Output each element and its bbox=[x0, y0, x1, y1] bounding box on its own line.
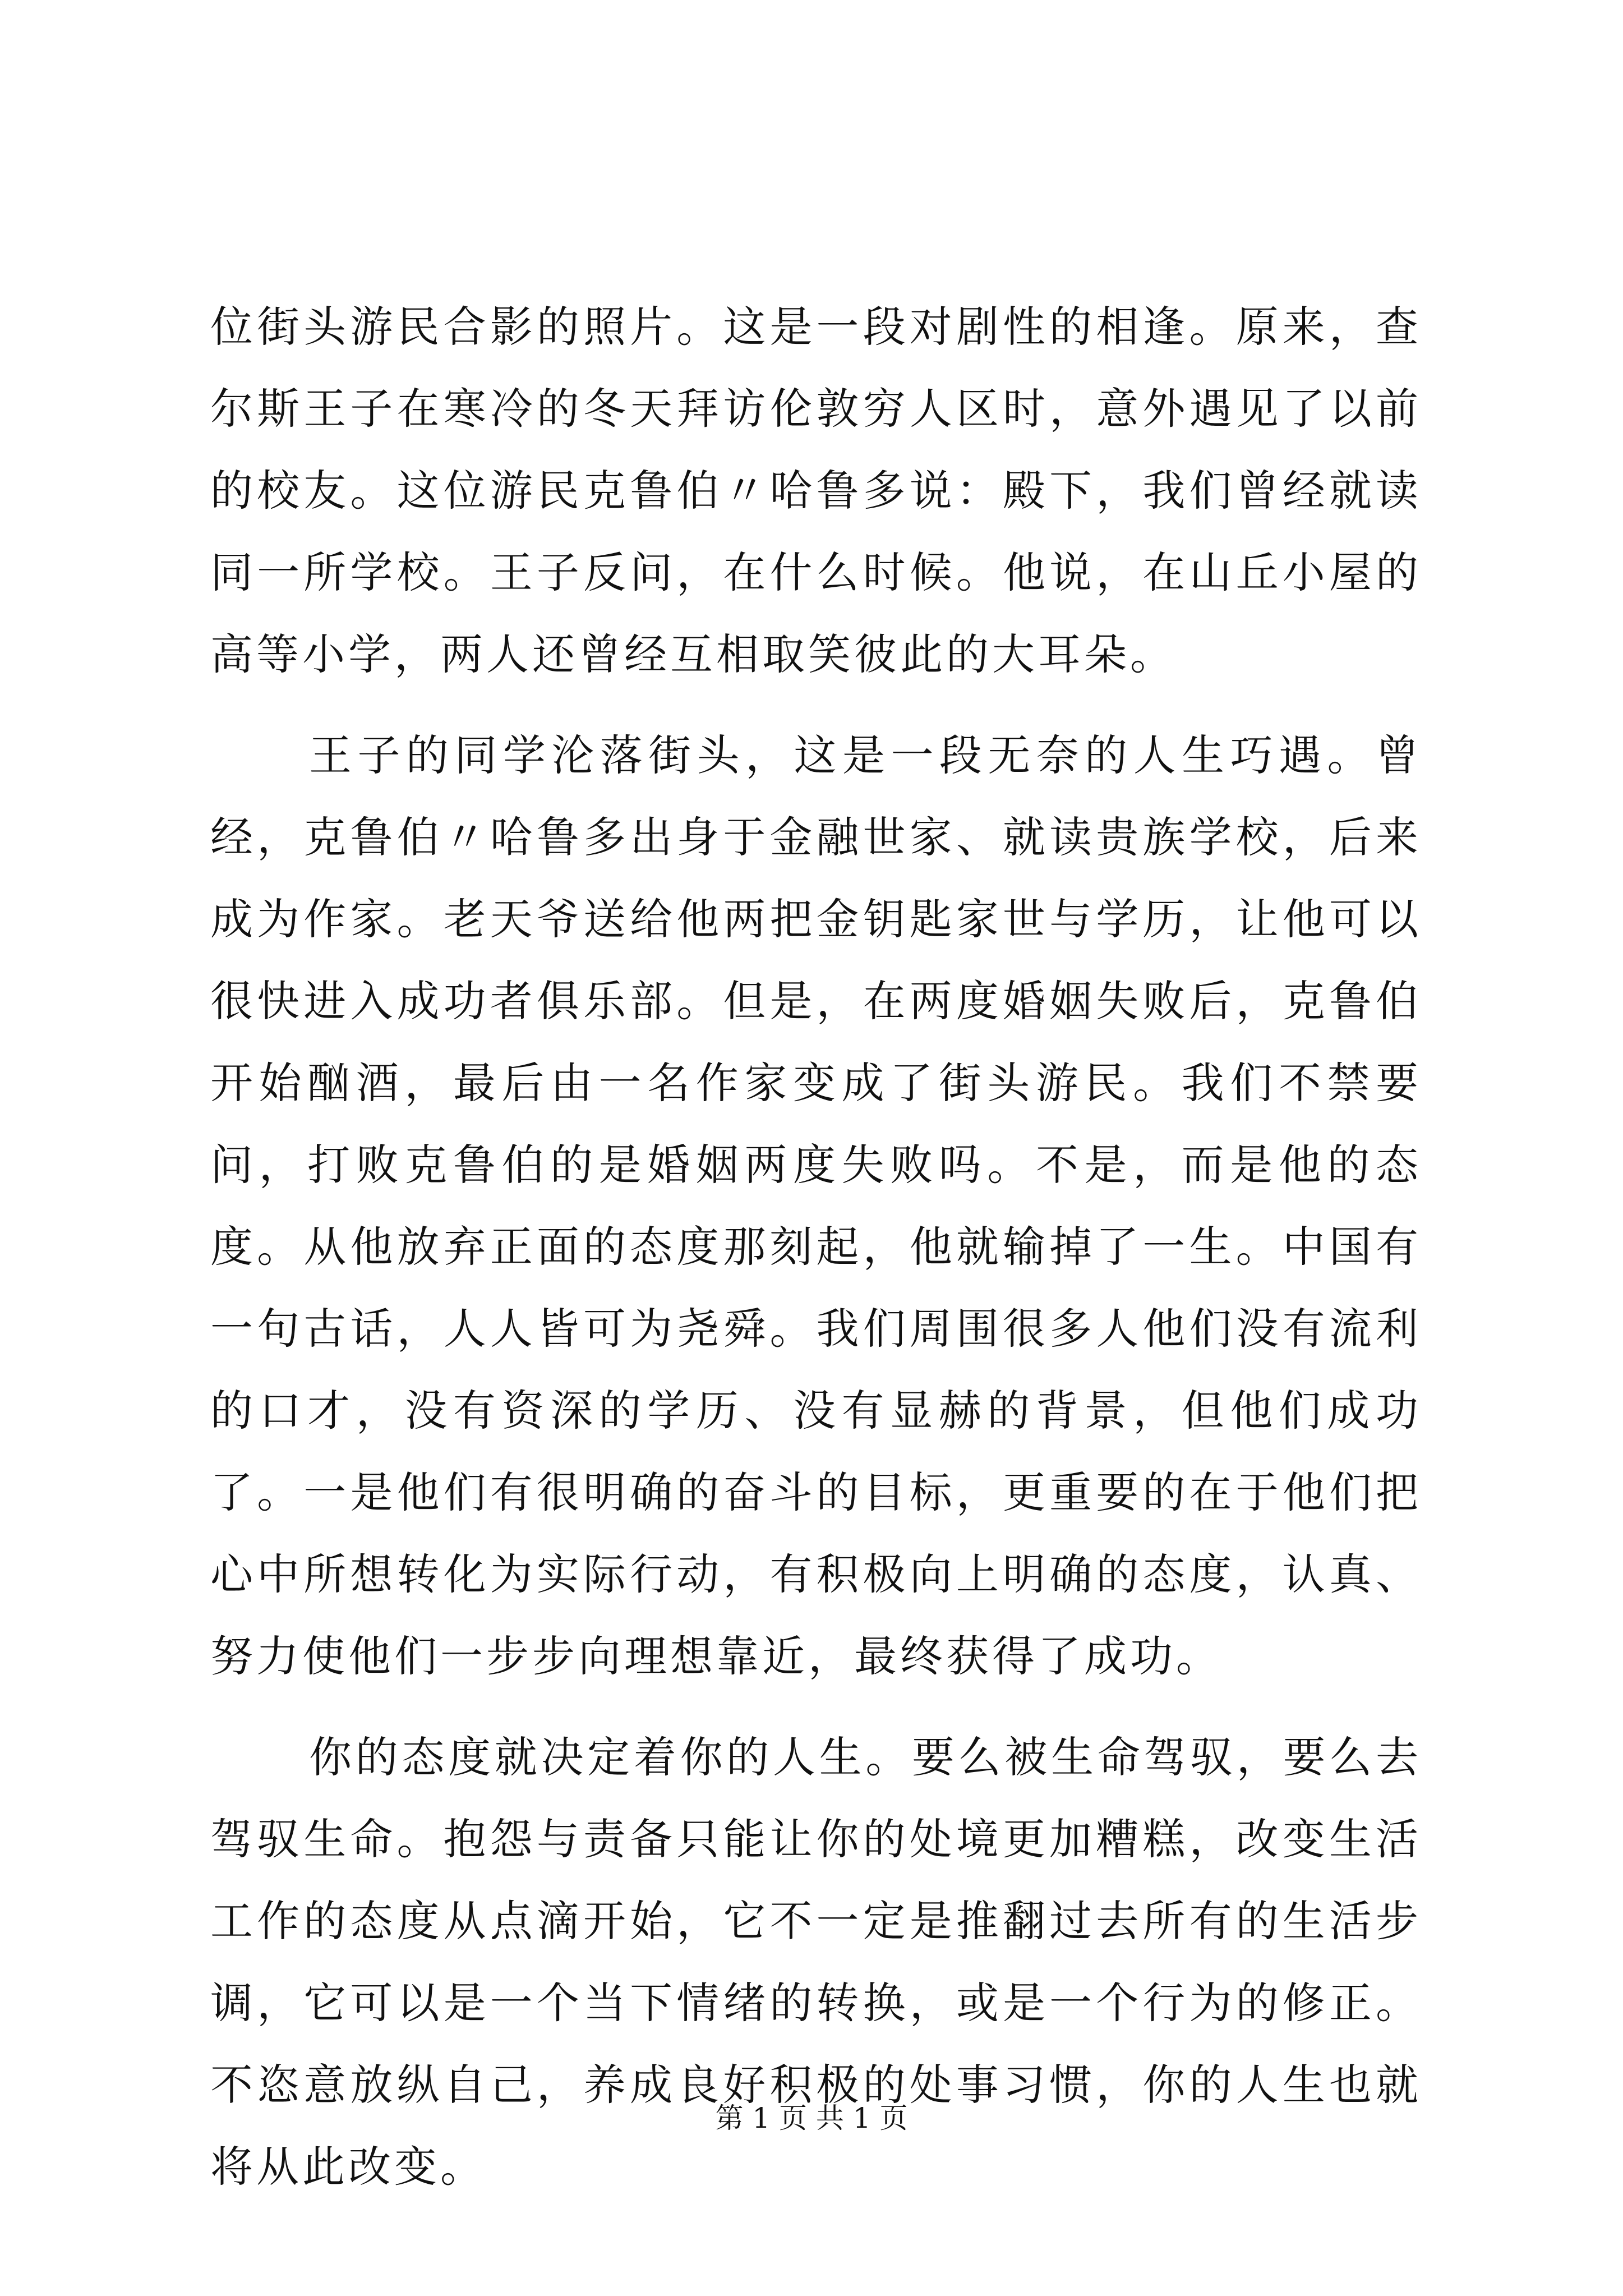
paragraph-1: 位街头游民合影的照片。这是一段对剧性的相逢。原来，查尔斯王子在寒冷的冬天拜访伦敦穷人区时，意外遇见了以前的校友。这位游民克鲁伯〃哈鲁多说：殿下，我们曾经就读同一所学校。王子反问，在什么时候。他说，在山丘小屋的高等小学，两人还曾经互相取笑彼此的大耳朵。 bbox=[210, 302, 1422, 679]
page-footer: 第 1 页 共 1 页 bbox=[715, 2102, 908, 2134]
document-body bbox=[210, 286, 1422, 2227]
paragraph-3: 你的态度就决定着你的人生。要么被生命驾驭，要么去驾驭生命。抱怨与责备只能让你的处境更加糟糕，改变生活工作的态度从点滴开始，它不一定是推翻过去所有的生活步调，它可以是一个当下情绪的转换，或是一个行为的修正。不恣意放纵自己，养成良好积极的处事习惯，你的人生也就将从此改变。 bbox=[210, 1732, 1422, 2192]
paragraph-2: 王子的同学沦落街头，这是一段无奈的人生巧遇。曾经，克鲁伯〃哈鲁多出身于金融世家、就读贵族学校，后来成为作家。老天爷送给他两把金钥匙家世与学历，让他可以很快进入成功者俱乐部。但是，在两度婚姻失败后，克鲁伯开始酗酒，最后由一名作家变成了街头游民。我们不禁要问，打败克鲁伯的是婚姻两度失败吗。不是，而是他的态度。从他放弃正面的态度那刻起，他就输掉了一生。中国有一句古话，人人皆可为尧舜。我们周围很多人他们没有流利的口才，没有资深的学历、没有显赫的背景，但他们成功了。一是他们有很明确的奋斗的目标，更重要的在于他们把心中所想转化为实际行动，有积极向上明确的态度，认真、努力使他们一步步向理想靠近，最终获得了成功。 bbox=[210, 730, 1422, 1681]
